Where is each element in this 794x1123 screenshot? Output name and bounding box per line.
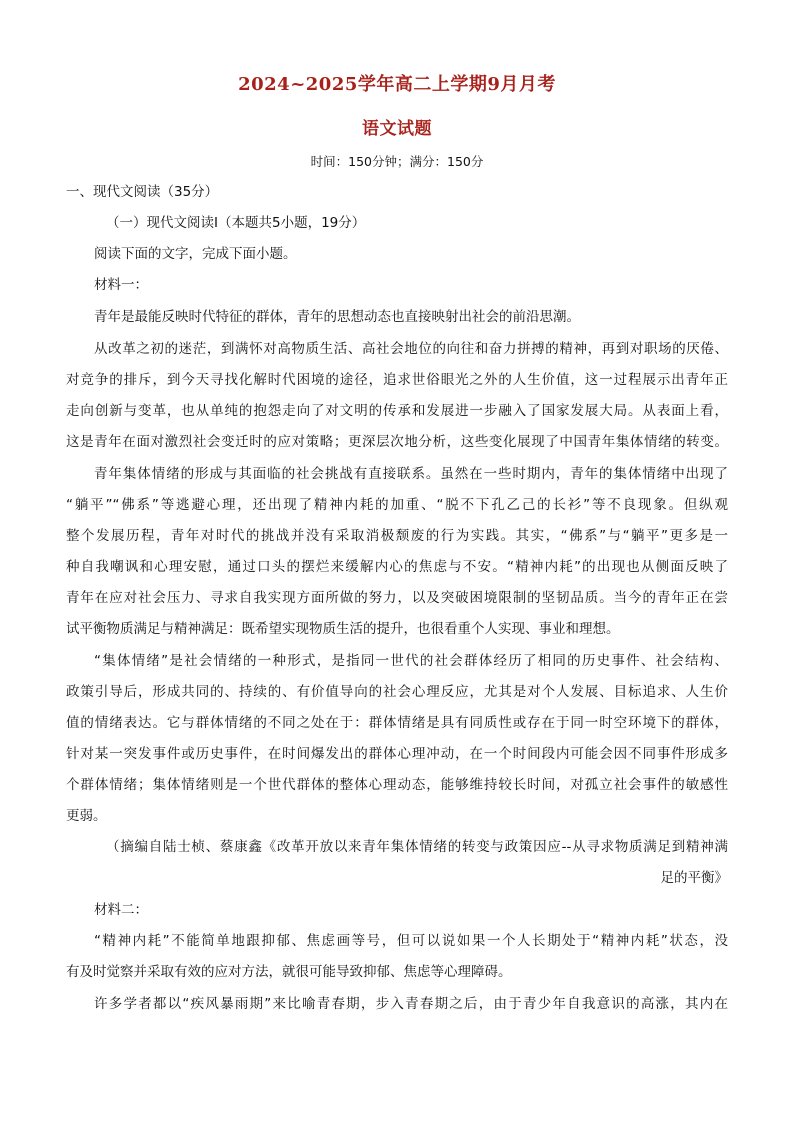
paragraph-line: 走向创新与变革，也从单纯的抱怨走向了对文明的传承和发展进一步融入了国家发展大局。从表面上看，	[66, 403, 728, 419]
exam-meta: 时间：150分钟；满分：150分	[310, 154, 484, 169]
paragraph-line: 对竞争的排斥，到今天寻找化解时代困境的途径，追求世俗眼光之外的人生价值，这一过程展示出青年正	[66, 372, 728, 388]
paragraph-line: 政策引导后，形成共同的、持续的、有价值导向的社会心理反应，尤其是对个人发展、目标追求、人生价	[66, 684, 728, 700]
material-label: 材料一：	[94, 277, 148, 293]
paragraph-line: 试平衡物质满足与精神满足：既希望实现物质生活的提升，也很看重个人实现、事业和理想。	[66, 621, 620, 637]
paragraph-line: 值的情绪表达。它与群体情绪的不同之处在于：群体情绪是具有同质性或存在于同一时空环境下的群体，	[66, 715, 728, 731]
material-label: 材料二：	[94, 902, 148, 918]
subsection-heading: （一）现代文阅读I（本题共5小题，19分）	[106, 215, 366, 231]
paragraph-line: 从改革之初的迷茫，到满怀对高物质生活、高社会地位的向往和奋力拼搏的精神，再到对职场的厌倦、	[94, 341, 728, 357]
paragraph-line: 这是青年在面对激烈社会变迁时的应对策略；更深层次地分析，这些变化展现了中国青年集体情绪的转变。	[66, 434, 728, 450]
paragraph-line: 青年集体情绪的形成与其面临的社会挑战有直接联系。虽然在一些时期内，青年的集体情绪中出现了	[94, 466, 728, 482]
section-heading: 一、现代文阅读（35分）	[66, 184, 219, 200]
instruction-text: 阅读下面的文字，完成下面小题。	[94, 246, 297, 262]
source-citation: （摘编自陆士桢、蔡康鑫《改革开放以来青年集体情绪的转变与政策因应--从寻求物质满足到精神满	[106, 839, 728, 855]
paragraph-line: 整个发展历程，青年对时代的挑战并没有采取消极颓废的行为实践。其实，“佛系”与“躺平”更多是一	[66, 528, 728, 544]
subject-title: 语文试题	[362, 119, 432, 139]
paragraph-line: 有及时觉察并采取有效的应对方法，就很可能导致抑郁、焦虑等心理障碍。	[66, 964, 512, 980]
paragraph-line: 青年是最能反映时代特征的群体，青年的思想动态也直接映射出社会的前沿思潮。	[94, 309, 580, 325]
exam-title: 2024~2025学年高二上学期9月月考	[238, 74, 556, 95]
paragraph-line: “躺平”“佛系”等逃避心理，还出现了精神内耗的加重、“脱不下孔乙己的长衫”等不良现象。但纵观	[66, 497, 728, 513]
paragraph-line: “精神内耗”不能简单地跟抑郁、焦虑画等号，但可以说如果一个人长期处于“精神内耗”状态，没	[94, 933, 728, 949]
paragraph-line: 针对某一突发事件或历史事件，在时间爆发出的群体心理冲动，在一个时间段内可能会因不同事件形成多	[66, 746, 728, 762]
paragraph-line: 种自我嘲讽和心理安慰，通过口头的摆烂来缓解内心的焦虑与不安。“精神内耗”的出现也从侧面反映了	[66, 559, 728, 575]
paragraph-line: 个群体情绪；集体情绪则是一个世代群体的整体心理动态，能够维持较长时间，对孤立社会事件的敏感性	[66, 777, 728, 793]
paragraph-line: 许多学者都以“疾风暴雨期”来比喻青春期，步入青春期之后，由于青少年自我意识的高涨，其内在	[94, 996, 728, 1012]
paragraph-line: 更弱。	[66, 808, 107, 824]
paragraph-line: “集体情绪”是社会情绪的一种形式，是指同一世代的社会群体经历了相同的历史事件、社会结构、	[94, 653, 728, 669]
source-citation: 足的平衡》	[660, 870, 728, 886]
paragraph-line: 青年在应对社会压力、寻求自我实现方面所做的努力，以及突破困境限制的坚韧品质。当今的青年正在尝	[66, 590, 728, 606]
